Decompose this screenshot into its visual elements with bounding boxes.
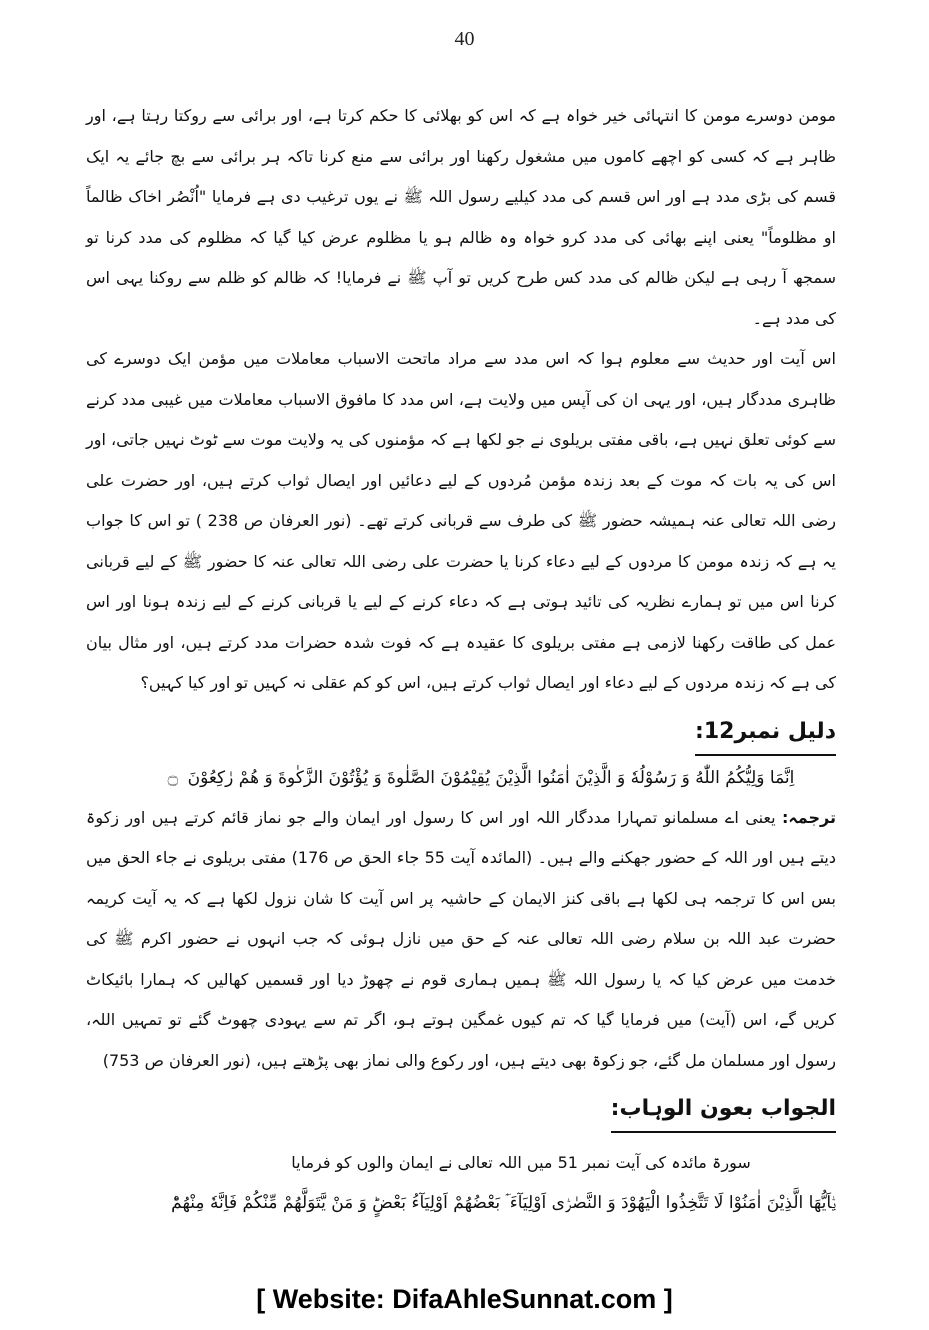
answer-heading: الجواب بعون الوہاب: <box>611 1087 836 1133</box>
ayah-55-text: اِنَّمَا وَلِیُّكُمُ اللّٰهُ وَ رَسُوْلُهٗ وَ الَّذِیْنَ اٰمَنُوا الَّذِیْنَ یُقِیْمُوْنَ الصَّلٰوةَ وَ یُؤْتُوْنَ الزَّكٰوةَ وَ هُمْ رٰكِعُوْنَ <box>187 767 795 788</box>
translation-label: ترجمہ: <box>782 807 836 827</box>
website-footer: [ Website: DifaAhleSunnat.com ] <box>256 1284 673 1314</box>
page-content <box>86 96 836 1223</box>
ayah-end-mark-icon: ۝ <box>167 766 179 788</box>
answer-intro: سورۃ مائدہ کی آیت نمبر 51 میں اللہ تعالی نے ایمان والوں کو فرمایا <box>291 1153 751 1172</box>
quran-ayah-55 <box>86 758 836 798</box>
page-number: 40 <box>454 28 475 50</box>
answer-heading-wrap <box>86 1081 836 1131</box>
section-12-heading-wrap <box>86 704 836 754</box>
quran-ayah-51: یٰۤاَیُّهَا الَّذِیْنَ اٰمَنُوْا لَا تَتَّخِذُوا الْیَهُوْدَ وَ النَّصٰرٰۤى اَوْلِیَآءَ ؔۘ بَعْضُهُمْ اَوْلِیَآءُ بَعْضٍؕ وَ مَنْ یَّتَوَلَّهُمْ مِّنْكُمْ فَاِنَّهٗ مِنْهُمْؕ <box>171 1193 836 1213</box>
paragraph-2: اس آیت اور حدیث سے معلوم ہوا کہ اس مدد سے مراد ماتحت الاسباب معاملات میں مؤمن ایک دوسرے کی ظاہری مددگار ہیں، اور یہی ان کی آپس میں ولایت ہے، اس مدد کا مافوق الاسباب معاملات میں غیبی مدد کرنے سے کوئی تعلق نہیں ہے، باقی مفتی بریلوی نے جو لکھا ہے کہ مؤمنوں کی یہ ولایت موت سے ٹوٹ نہیں جاتی، اور اس کی یہ بات کہ موت کے بعد زندہ مؤمن مُردوں کے لیے دعائیں اور ایصال ثواب کرتے ہیں، اور حضرت علی رضی اللہ تعالی عنہ ہمیشہ حضور ﷺ کی طرف سے قربانی کرتے تھے۔ (نور العرفان ص 238 ) تو اس کا جواب یہ ہے کہ زندہ مومن کا مردوں کے لیے دعاء کرنا یا حضرت علی رضی اللہ تعالی عنہ کا حضور ﷺ کے لیے قربانی کرنا اس میں تو ہمارے نظریہ کی تائید ہوتی ہے کہ دعاء کرنے کے لیے یا قربانی کرنے کے لیے زندہ ہونا اور اس عمل کی طاقت رکھنا لازمی ہے مفتی بریلوی کا عقیدہ ہے کہ فوت شدہ حضرات مدد کرتے ہیں، اور مثال بیان کی ہے کہ زندہ مردوں کے لیے دعاء اور ایصال ثواب کرتے ہیں، اس کو کم عقلی نہ کہیں تو اور کیا کہیں؟ <box>86 349 837 692</box>
paragraph-1: مومن دوسرے مومن کا انتہائی خیر خواہ ہے کہ اس کو بھلائی کا حکم کرتا ہے، اور برائی سے روکتا رہتا ہے، اور ظاہر ہے کہ کسی کو اچھے کاموں میں مشغول رکھنا اور برائی سے منع کرنا تاکہ ہر برائی سے بچ جائے یہ ایک قسم کی بڑی مدد ہے اور اس قسم کی مدد کیلیے رسول اللہ ﷺ نے یوں ترغیب دی ہے فرمایا "اُنْصُر اخاک ظالماً او مظلوماً" یعنی اپنے بھائی کی مدد کرو خواہ وہ ظالم ہو یا مظلوم عرض کیا گیا کہ مظلوم کی مدد کرنا تو سمجھ آ رہی ہے لیکن ظالم کی مدد کس طرح کریں تو آپ ﷺ نے فرمایا! کہ ظالم کو ظلم سے روکنا یہی اس کی مدد ہے۔ <box>86 106 836 328</box>
section-12-heading: دلیل نمبر12: <box>695 710 836 756</box>
translation-text: یعنی اے مسلمانو تمہارا مددگار اللہ اور اس کا رسول اور ایمان والے جو نماز قائم کرتے ہیں اور زکوۃ دیتے ہیں اور اللہ کے حضور جھکنے والے ہیں۔ (المائدہ آیت 55 جاء الحق ص 176) مفتی بریلوی نے جاء الحق میں بس اس کا ترجمہ ہی لکھا ہے باقی کنز الایمان کے حاشیہ پر اس آیت کا شان نزول لکھا ہے کہ یہ آیت کریمہ حضرت عبد اللہ بن سلام رضی اللہ تعالی عنہ کے حق میں نازل ہوئی کہ جب انہوں نے حضور اکرم ﷺ کی خدمت میں عرض کیا کہ یا رسول اللہ ﷺ ہمیں ہماری قوم نے چھوڑ دیا اور قسمیں کھالیں کہ ہمارا بائیکاٹ کریں گے، اس (آیت) میں فرمایا گیا کہ تم کیوں غمگین ہوتے ہو، اگر تم سے یہودی چھوٹ گئے تو تمہیں اللہ، رسول اور مسلمان مل گئے، جو زکوۃ بھی دیتے ہیں، اور رکوع والی نماز بھی پڑھتے ہیں، (نور العرفان ص 753) <box>86 807 837 1070</box>
translation-paragraph <box>86 798 836 1082</box>
